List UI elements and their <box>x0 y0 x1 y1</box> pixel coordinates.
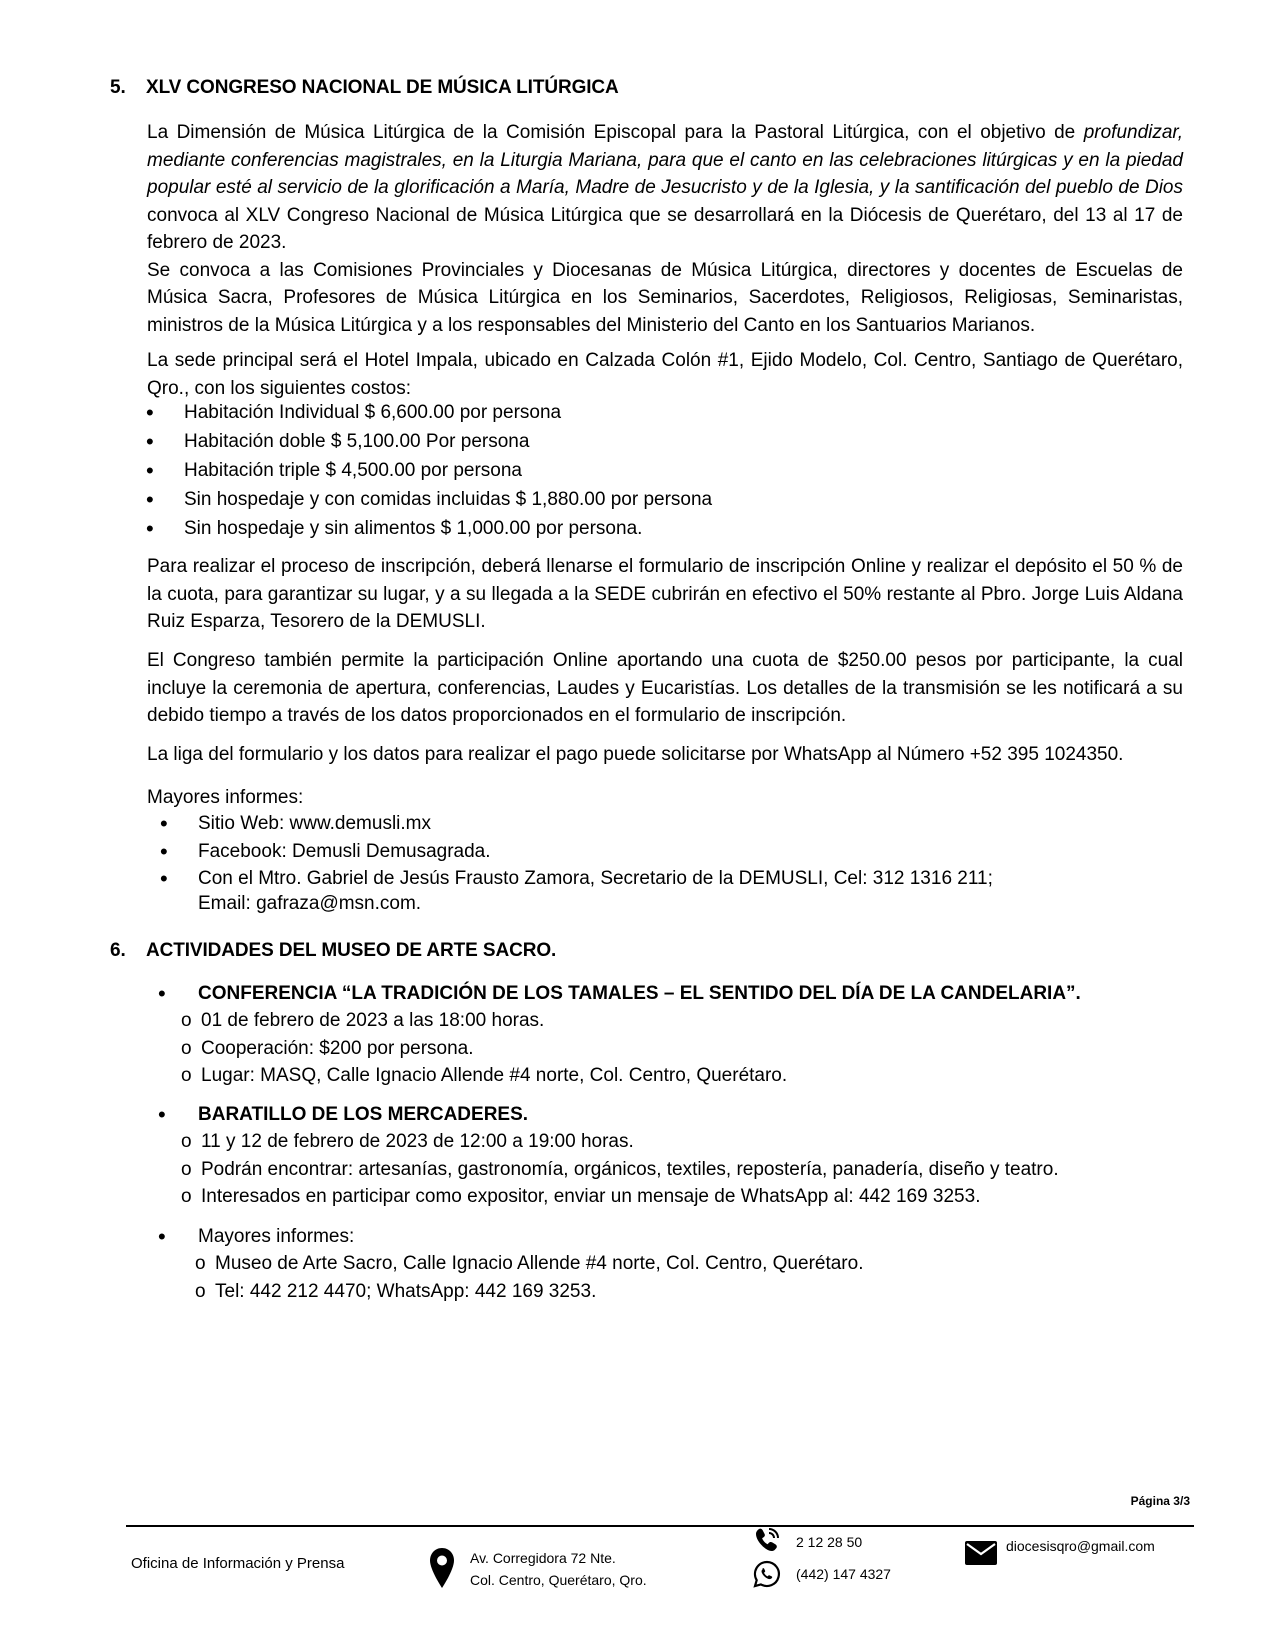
list-item <box>195 1250 863 1278</box>
list-item <box>181 1183 1059 1211</box>
circle-bullet: o <box>181 1131 192 1152</box>
section-title: ACTIVIDADES DEL MUSEO DE ARTE SACRO. <box>146 940 557 961</box>
text: La Dimensión de Música Litúrgica de la Comisión Episcopal para la Pastoral Litúrgica, con el objetivo de <box>147 122 1084 143</box>
paragraph <box>147 119 1183 257</box>
activity-title-conference: • CONFERENCIA “LA TRADICIÓN DE LOS TAMALES – EL SENTIDO DEL DÍA DE LA CANDELARIA”. <box>198 983 1081 1005</box>
section-6-heading <box>110 940 556 962</box>
office-name: Oficina de Información y Prensa <box>131 1555 345 1572</box>
section-number: 5. <box>110 77 126 98</box>
address-line: Av. Corregidora 72 Nte. <box>470 1550 616 1566</box>
text: Museo de Arte Sacro, Calle Ignacio Allende #4 norte, Col. Centro, Querétaro. <box>215 1253 864 1274</box>
circle-bullet: o <box>181 1186 192 1207</box>
text: convoca al XLV Congreso Nacional de Música Litúrgica que se desarrollará en la Diócesis de Querétaro, del 13 al 17 de febrero de 2023. <box>147 204 1183 253</box>
list-item <box>181 1035 787 1063</box>
text: Podrán encontrar: artesanías, gastronomía, orgánicos, textiles, repostería, panadería, diseño y teatro. <box>201 1158 1059 1180</box>
more-info-label: Mayores informes: <box>147 787 304 808</box>
venue-paragraph: La sede principal será el Hotel Impala, ubicado en Calzada Colón #1, Ejido Modelo, Col. Centro, Santiago de Querétaro, Qro., con los siguientes costos: <box>147 350 1183 399</box>
activity-1-details <box>181 1007 787 1090</box>
registration-paragraph: Para realizar el proceso de inscripción, deberá llenarse el formulario de inscripción Online y realizar el depósito el 50 % de la cuota, para garantizar su lugar, y a su llegada a la SEDE cubrirán en efectivo el 50% restante al Pbro. Jorge Luis Aldana Ruiz Esparza, Tesorero de la DEMUSLI. <box>147 556 1183 632</box>
address-line: Col. Centro, Querétaro, Qro. <box>470 1572 647 1588</box>
paragraph: Se convoca a las Comisiones Provinciales y Diocesanas de Música Litúrgica, directores y docentes de Escuelas de Música Sacra, Profesores de Música Litúrgica en los Seminarios, Sacerdotes, Religiosos, Religiosas, Seminaristas, ministros de la Música Litúrgica y a los responsables del Ministerio del Canto en los Santuarios Marianos. <box>147 259 1183 336</box>
section-number: 6. <box>110 940 126 961</box>
activity-2-details <box>181 1128 1059 1211</box>
text: Tel: 442 212 4470; WhatsApp: 442 169 3253. <box>215 1280 597 1302</box>
section-title: XLV CONGRESO NACIONAL DE MÚSICA LITÚRGICA <box>146 77 619 98</box>
circle-bullet: o <box>181 1037 192 1059</box>
whatsapp-paragraph: La liga del formulario y los datos para realizar el pago puede solicitarse por WhatsApp al Número +52 395 1024350. <box>147 744 1124 765</box>
page-number: Página 3/3 <box>1130 1494 1190 1508</box>
circle-bullet: o <box>181 1065 192 1086</box>
text: 11 y 12 de febrero de 2023 de 12:00 a 19:00 horas. <box>201 1131 634 1152</box>
email-line: Email: gafraza@msn.com. <box>198 893 422 914</box>
list-item <box>181 1128 1059 1156</box>
circle-bullet: o <box>195 1253 206 1274</box>
activity-more-info-label: • Mayores informes: <box>198 1226 354 1248</box>
list-item: • Habitación Individual $ 6,600.00 por persona <box>142 398 712 427</box>
section-5-heading <box>110 77 619 99</box>
whatsapp-number: (442) 147 4327 <box>796 1566 891 1582</box>
list-item <box>181 1062 787 1090</box>
circle-bullet: o <box>181 1010 192 1031</box>
more-info-list <box>156 810 993 893</box>
online-paragraph: El Congreso también permite la participación Online aportando una cuota de $250.00 pesos por participante, la cual incluye la ceremonia de apertura, conferencias, Laudes y Eucaristías. Los detalles de la transmisión se les notificará a su debido tiempo a través de los datos proporcionados en el formulario de inscripción. <box>147 650 1183 726</box>
mail-icon <box>965 1541 997 1565</box>
list-item: • Facebook: Demusli Demusagrada. <box>156 838 993 866</box>
list-item <box>181 1156 1059 1184</box>
text: 01 de febrero de 2023 a las 18:00 horas. <box>201 1010 545 1031</box>
list-item: • Con el Mtro. Gabriel de Jesús Frausto Zamora, Secretario de la DEMUSLI, Cel: 312 1316 211; <box>156 865 993 893</box>
list-item: • Sin hospedaje y con comidas incluidas $ 1,880.00 por persona <box>142 485 712 514</box>
text: Lugar: MASQ, Calle Ignacio Allende #4 norte, Col. Centro, Querétaro. <box>201 1065 788 1086</box>
footer-divider <box>126 1525 1194 1527</box>
phone-icon <box>753 1527 781 1553</box>
footer-email: diocesisqro@gmail.com <box>1006 1538 1155 1554</box>
footer-phones <box>796 1526 891 1590</box>
section-5-intro <box>147 119 1183 339</box>
location-pin-icon <box>428 1547 456 1589</box>
activity-title-baratillo: • BARATILLO DE LOS MERCADERES. <box>198 1104 528 1126</box>
list-item: • Sin hospedaje y sin alimentos $ 1,000.00 por persona. <box>142 514 712 543</box>
list-item <box>181 1007 787 1035</box>
museum-contact-list <box>195 1250 863 1305</box>
list-item: • Sitio Web: www.demusli.mx <box>156 810 993 838</box>
circle-bullet: o <box>195 1280 206 1302</box>
phone-number: 2 12 28 50 <box>796 1534 863 1550</box>
whatsapp-icon <box>753 1560 781 1588</box>
list-item: • Habitación triple $ 4,500.00 por persona <box>142 456 712 485</box>
circle-bullet: o <box>181 1158 192 1180</box>
italic-text: profundizar, mediante conferencias magistrales, en la Liturgia Mariana, para que el canto en las celebraciones litúrgicas y en la piedad popular esté al servicio de la glorificación a María, Madre de Jesucristo y de la Iglesia, y la santificación del pueblo de Dios <box>147 122 1183 198</box>
list-item <box>195 1278 863 1306</box>
costs-list <box>142 398 712 543</box>
text: Cooperación: $200 por persona. <box>201 1037 474 1059</box>
text: Interesados en participar como expositor, enviar un mensaje de WhatsApp al: 442 169 3253. <box>201 1186 981 1207</box>
list-item: • Habitación doble $ 5,100.00 Por persona <box>142 427 712 456</box>
footer-address <box>470 1547 647 1591</box>
